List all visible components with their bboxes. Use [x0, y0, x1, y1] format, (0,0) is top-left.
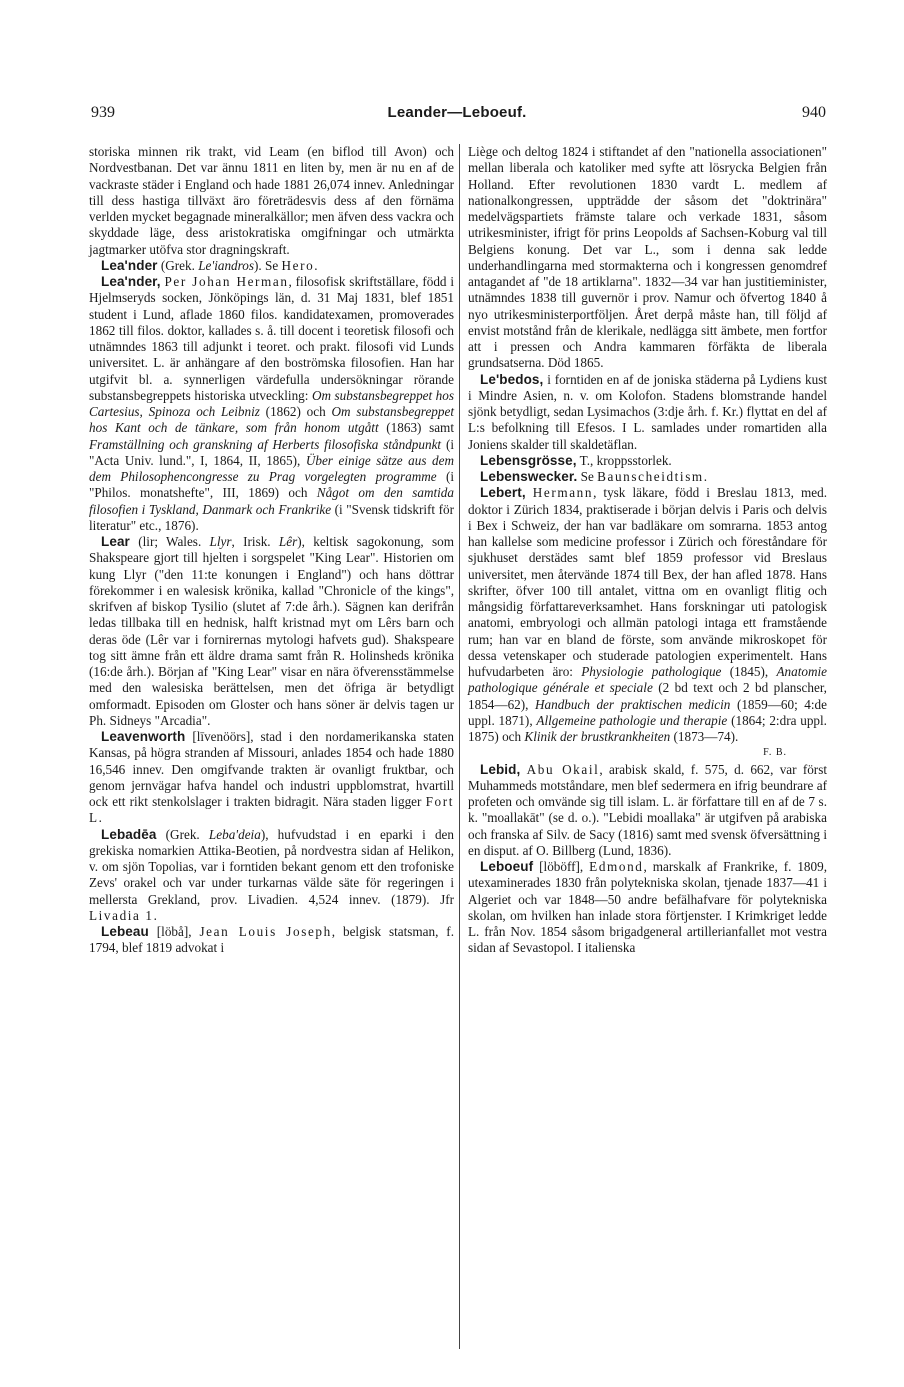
headword: Lebeau [101, 924, 149, 939]
column-divider [459, 144, 460, 1349]
headword: Lebid, [480, 761, 521, 777]
entry-lebedos: Le'bedos, i forntiden en af de joniska städerna på Lydiens kust i Mindre Asien, n. v. om Kolofon. Stadens blomstrande handel sjönk betydligt, sedan Lysimachos (3:dje årh. f. Kr.) flyttat en del af L:s befolkning till Efesos. I L. samlades under romartiden alla Joniens skalder till skaldetäflan. [468, 371, 827, 452]
page-number-right: 940 [802, 104, 826, 121]
entry-leavenworth: Leavenworth [līvenöörs], stad i den nordamerikanska staten Kansas, på högra stranden af Missouri, anlades 1854 och hade 1880 16,546 innev. Den omgifvande trakten är ovanligt fruktbar, och genom jernvägar hafva handel och industri uppblomstrat, hvartill ock ett rikt stenkolslager i trakten bidragit. Nära staden ligger Fort L. [89, 729, 454, 826]
entry-lebert: Lebert, Hermann, tysk läkare, född i Breslau 1813, med. doktor i Zürich 1834, praktiserade i början delvis i Paris och delvis i Bex i Schweiz, der han var badläkare om somrarna. 1853 antog han kallelse som medicine professor i Zürich och föreståndare för sjukhuset derstädes samt blef 1859 professor vid Breslaus universitet, men återvände 1874 till Bex, der han afled 1878. Hans skrifter, öfver 100 till antalet, vittna om en ovanligt flitig och mångsidig författareverksamhet. Hans forskningar uti patologisk anatomi, embryologi och allmän patologi intaga ett framstående rum; han var en bland de förste, som använde mikroskopet för dessa vetenskaper och studerade patologien experimentelt. Hans hufvudarbeten äro: Physiologie pathologique (1845), Anatomie pathologique générale et speciale (2 bd text och 2 bd planscher, 1854—62), Handbuch der praktischen medicin (1859—60; 4:de uppl. 1871), Allgemeine pathologie und therapie (1864; 2:dra uppl. 1875) och Klinik der brustkrankheiten (1873—74). [468, 485, 827, 744]
entry-continuation: storiska minnen rik trakt, vid Leam (en biflod till Avon) och Nordvestbanan. Det var ännu 1811 en liten by, men är nu en af de vackraste städer i England och hade 1881 26,074 innev. Anledningar till dess hastiga tillväxt äro företrädesvis dess af den förnäma verlden mycket begagnade mineralkällor; men äfven dess vackra och skyddade läge, dess aristokratiska omgifningar och utmärkta jagtmarker utöfva stor dragningskraft. [89, 144, 454, 257]
headword: Lea'nder, [101, 274, 161, 289]
headword: Lebensgrösse, [480, 452, 577, 468]
entry-leboeuf: Leboeuf [löböff], Edmond, marskalk af Frankrike, f. 1809, utexaminerades 1830 från polytekniska skolan, tjenade 1837—41 i Algeriet och var 1848—50 andre befälhafvare för polytekniska skolan, om hvilken han inlade stora förtjenster. I Krimkriget ledde L. från Nov. 1854 såsom brigadgeneral artillerianfallet mot vestra sidan af Sevastopol. I italienska [468, 859, 827, 956]
headword: Lear [101, 534, 130, 549]
person-name: Jean Louis Joseph [199, 924, 332, 939]
headword: Leavenworth [101, 729, 186, 744]
headword: Lea'nder [101, 257, 158, 273]
author-signature: F. B. [763, 747, 787, 759]
left-column [89, 144, 454, 957]
cross-reference: Baunscheidtism [597, 469, 704, 484]
person-name: Edmond [589, 859, 644, 874]
entry-lebeau: Lebeau [löbå], Jean Louis Joseph, belgisk statsman, f. 1794, blef 1819 advokat i [89, 924, 454, 956]
headword: Le'bedos, [480, 371, 544, 387]
entry-lebadea: Lebadēa (Grek. Leba'deia), hufvudstad i en eparki i den grekiska nomarkien Attika-Beotien, på nordvestra sidan af Helikon, v. om sjön Topolias, var i forntiden bekant genom ett den trofoniske Zevs' orakel och var under turkarnas välde säte för regeringen i mellersta Grekland, prov. Livadien. 4,524 innev. (1879). Jfr Livadia 1. [89, 826, 454, 923]
entry-lear: Lear (lir; Wales. Llyr, Irisk. Lêr), keltisk sagokonung, som Shakspeare gjort till hjelten i sorgspelet "King Lear". Historien om kung Llyr ("den 11:te konungen i England") och hans döttrar förekommer i en walesisk krönika, kallad "Chronicle of the kings", skrifven af biskop Tysilio (slutet af 7:de årh.). Sägnen kan derifrån ledas tillbaka till en hednisk, halft kristnad myt om Lêrs barn och deras öde (Lêr var i fornirernas mytologi hafvets gud). Shakspeare tog sitt ämne från ett äldre drama samt från R. Holinsheds krönika (16:de årh.). Början af "King Lear" visar en nära öfverensstämmelse med den walesiska berättelsen, men det öfriga är betydligt omformadt. Episoden om Gloster och hans söner är delvis tagen ur Ph. Sidneys "Arcadia". [89, 534, 454, 728]
entry-continuation: Liège och deltog 1824 i stiftandet af den "nationella associationen" mellan liberala och katoliker med syfte att lösrycka Belgien från Holland. Efter revolutionen 1830 vardt L. medlem af nationalkongressen, uppträdde der såsom det "doktrinära" medelvägspartiets främste talare och verkade 1831, såsom utrikesminister, ifrigt för prins Leopolds af Sachsen-Koburg val till Belgiens konung. Det var L., som i denna sak ledde underhandlingarna med stormakterna och i kongressen genomdref antagandet af "de 18 artiklarna". 1832—34 var han justitieminister, utnämndes 1838 till guvernör i prov. Namur och öfvertog 1840 å nyo utrikesministerportföljen. Året derpå måste han, till följd af envist motstånd från de klerikale, nedlägga sitt ämbete, men fortfor att i pressen och Andra kammaren förfäkta de liberala grundsatserna. Död 1865. [468, 144, 827, 371]
entry-leander-1: Lea'nder (Grek. Le'iandros). Se Hero. [101, 257, 318, 273]
headword: Leboeuf [480, 859, 534, 874]
entry-lebenswecker: Lebenswecker. Se Baunscheidtism. [480, 469, 708, 484]
right-column [468, 144, 827, 957]
cross-reference: Livadia 1 [89, 907, 154, 923]
headword: Lebadēa [101, 826, 157, 842]
cross-reference: Hero [281, 257, 315, 273]
entry-lebensgrosse: Lebensgrösse, T., kroppsstorlek. [480, 452, 672, 468]
running-title: Leander—Leboeuf. [387, 104, 527, 121]
person-name: Hermann [532, 485, 594, 501]
headword: Lebenswecker. [480, 469, 578, 484]
page-number-left: 939 [91, 104, 115, 121]
entry-leander-2: Lea'nder, Per Johan Herman, filosofisk skriftställare, född i Hjelmseryds socken, Jönköpings län, d. 31 Maj 1831, blef 1851 student i Lund, aflade 1860 filos. kandidatexamen, promoverades 1862 till filos. doktor, kallades s. å. till docent i teoretisk filosofi och utnämndes 1863 till adjunkt i teoret. och prakt. filosofi vid Lunds universitet. L. är anhängare af den boströmska filosofien. Han har utgifvit bl. a. synnerligen värdefulla undersökningar rörande substansbegreppets historiska utveckling: Om substansbegreppet hos Cartesius, Spinoza och Leibniz (1862) och Om substansbegreppet hos Kant och de tänkare, som från honom utgått (1863) samt Framställning och granskning af Herberts filosofiska ståndpunkt (i "Acta Univ. lund.", I, 1864, II, 1865), Über einige sätze aus dem dem Philosophencongresse zu Prag vorgelegten programme (i "Philos. monatshefte", III, 1869) och Något om den samtida filosofien i Tyskland, Danmark och Frankrike (i "Svensk tidskrift för literatur" etc., 1876). [89, 274, 455, 533]
entry-lebid: Lebid, Abu Okail, arabisk skald, f. 575, d. 662, var först Muhammeds motståndare, men blef sedermera en ifrig beundrare af profeten och omvände sig till islam. L. är författare till en af de 7 s. k. "moallakāt" (se d. o.). "Lebidi moallaka" är utgifven på arabiska och franska af Silv. de Sacy (1816) samt med svensk öfversättning i en disput. af O. Billberg (Lund, 1836). [468, 761, 827, 858]
place-name: Fort L [89, 794, 454, 826]
person-name: Per Johan Herman [164, 274, 289, 289]
person-name: Abu Okail [526, 761, 600, 777]
headword: Lebert, [480, 485, 526, 501]
page-header [86, 104, 828, 126]
